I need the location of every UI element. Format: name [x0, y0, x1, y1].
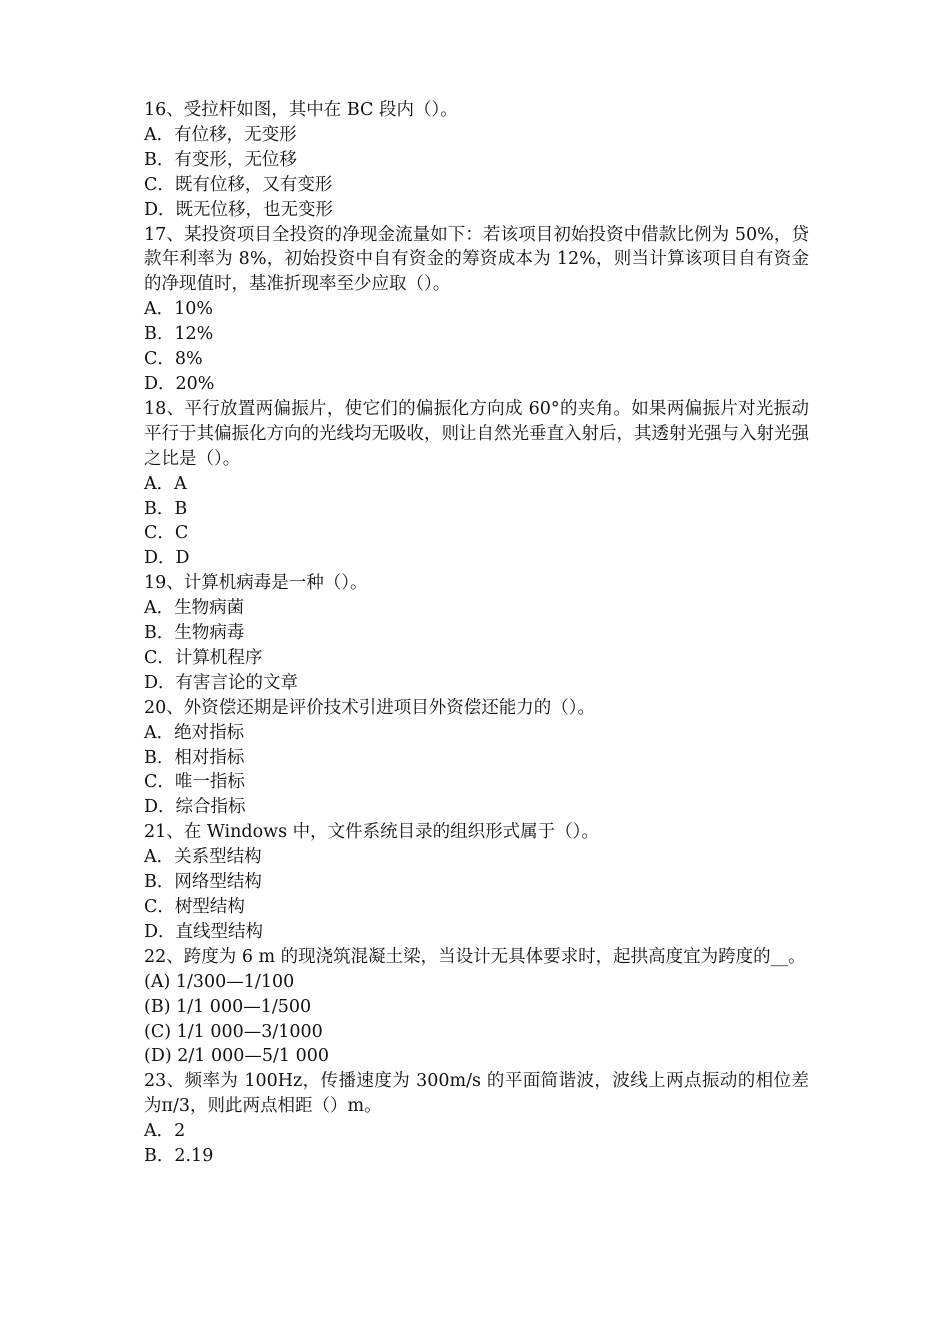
option-c: (C) 1/1 000—3/1000: [144, 1021, 323, 1042]
option-c: C．计算机程序: [144, 647, 263, 668]
option-b: B．有变形，无位移: [144, 149, 297, 170]
question-text: 22、跨度为 6 m 的现浇筑混凝土梁，当设计无具体要求时，起拱高度宜为跨度的__。: [144, 946, 806, 967]
option-d: D．20%: [144, 373, 215, 394]
option-d: (D) 2/1 000—5/1 000: [144, 1046, 330, 1067]
option-b: B．相对指标: [144, 747, 245, 768]
option-b: B．2.19: [144, 1146, 214, 1167]
question-text: 19、计算机病毒是一种（）。: [144, 573, 368, 594]
option-d: D．综合指标: [144, 797, 246, 818]
option-b: B．生物病毒: [144, 623, 245, 644]
option-list: [144, 721, 809, 821]
question-18: [144, 397, 809, 571]
option-a: A．绝对指标: [144, 722, 245, 743]
option-list: [144, 472, 809, 572]
option-b: B．网络型结构: [144, 872, 262, 893]
option-c: C．C: [144, 523, 189, 544]
option-d: D．直线型结构: [144, 921, 264, 942]
option-a: A．有位移，无变形: [144, 124, 297, 145]
option-list: [144, 297, 809, 397]
option-list: [144, 970, 809, 1070]
option-a: (A) 1/300—1/100: [144, 971, 295, 992]
option-list: [144, 123, 809, 223]
question-text: 17、某投资项目全投资的净现金流量如下：若该项目初始投资中借款比例为 50%，贷款年利率为 8%，初始投资中自有资金的筹资成本为 12%，则当计算该项目自有资金的净现值时，基准折现率至少应取（）。: [144, 224, 809, 295]
option-c: C．树型结构: [144, 897, 245, 917]
question-list: [144, 98, 809, 1169]
option-c: C．唯一指标: [144, 772, 245, 793]
option-d: D．有害言论的文章: [144, 672, 299, 693]
option-a: A．生物病菌: [144, 598, 245, 619]
question-19: [144, 571, 809, 696]
question-20: [144, 696, 809, 821]
option-a: A．2: [144, 1121, 186, 1142]
option-a: A．10%: [144, 299, 214, 320]
option-a: A．关系型结构: [144, 847, 262, 868]
option-d: D．D: [144, 548, 190, 569]
question-22: [144, 945, 809, 1070]
question-21: [144, 820, 809, 945]
option-list: [144, 596, 809, 696]
option-a: A．A: [144, 473, 187, 494]
question-text: 16、受拉杆如图，其中在 BC 段内（）。: [144, 100, 458, 120]
question-17: [144, 223, 809, 397]
option-b: (B) 1/1 000—1/500: [144, 996, 312, 1017]
question-23: [144, 1069, 809, 1169]
option-b: B．12%: [144, 324, 214, 345]
option-c: C．既有位移，又有变形: [144, 174, 333, 195]
option-list: [144, 1119, 809, 1169]
question-16: [144, 98, 809, 223]
option-d: D．既无位移，也无变形: [144, 199, 334, 220]
question-text: 20、外资偿还期是评价技术引进项目外资偿还能力的（）。: [144, 697, 596, 718]
option-c: C．8%: [144, 349, 203, 370]
question-text: 21、在 Windows 中，文件系统目录的组织形式属于（）。: [144, 822, 599, 843]
question-text: 18、平行放置两偏振片，使它们的偏振化方向成 60°的夹角。如果两偏振片对光振动平行于其偏振化方向的光线均无吸收，则让自然光垂直入射后，其透射光强与入射光强之比是（）。: [144, 398, 809, 469]
option-list: [144, 845, 809, 945]
option-b: B．B: [144, 498, 188, 519]
question-text: 23、频率为 100Hz，传播速度为 300m/s 的平面简谐波，波线上两点振动的相位差为π/3，则此两点相距（）m。: [144, 1071, 809, 1117]
